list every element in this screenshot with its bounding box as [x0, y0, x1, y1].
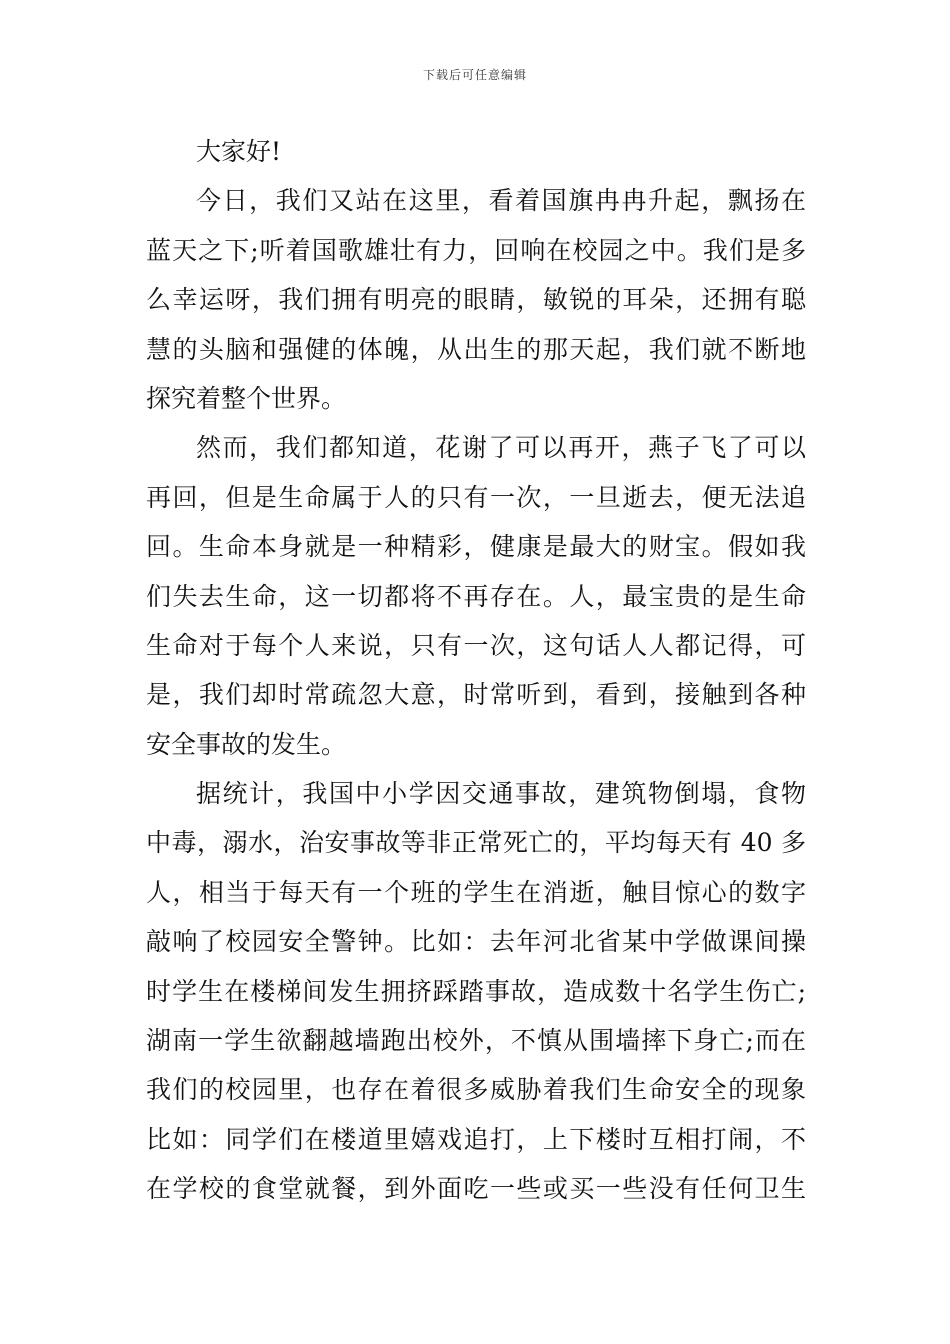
text-line: 敲响了校园安全警钟。比如：去年河北省某中学做课间操 — [146, 927, 806, 957]
text-line: 是，我们却时常疏忽大意，时常听到，看到，接触到各种 — [146, 680, 806, 710]
text-line: 慧的头脑和强健的体魄，从出生的那天起，我们就不断地 — [146, 334, 806, 364]
text-line: 在学校的食堂就餐，到外面吃一些或买一些没有任何卫生 — [146, 1174, 806, 1204]
text-line: 蓝天之下;听着国歌雄壮有力，回响在校园之中。我们是多 — [146, 235, 806, 265]
text-line: 们失去生命，这一切都将不再存在。人，最宝贵的是生命 — [146, 581, 806, 611]
text-line: 大家好! — [196, 137, 282, 166]
text-line: 中毒，溺水，治安事故等非正常死亡的，平均每天有 40 多 — [146, 828, 806, 858]
text-line: 湖南一学生欲翻越墙跑出校外，不慎从围墙摔下身亡;而在 — [146, 1026, 806, 1056]
page-header: 下载后可任意编辑 — [422, 68, 527, 82]
text-line: 然而，我们都知道，花谢了可以再开，燕子飞了可以 — [196, 433, 806, 463]
text-line: 比如：同学们在楼道里嬉戏追打，上下楼时互相打闹，不 — [146, 1124, 806, 1154]
text-line: 探究着整个世界。 — [146, 383, 347, 413]
text-line: 么幸运呀，我们拥有明亮的眼睛，敏锐的耳朵，还拥有聪 — [146, 285, 806, 315]
text-line: 安全事故的发生。 — [146, 729, 347, 759]
text-line: 再回，但是生命属于人的只有一次，一旦逝去，便无法追 — [146, 482, 806, 512]
text-line: 我们的校园里，也存在着很多威胁着我们生命安全的现象 — [146, 1075, 806, 1105]
text-line: 回。生命本身就是一种精彩，健康是最大的财宝。假如我 — [146, 532, 806, 562]
text-line: 时学生在楼梯间发生拥挤踩踏事故，造成数十名学生伤亡; — [146, 976, 806, 1006]
text-line: 人，相当于每天有一个班的学生在消逝，触目惊心的数字 — [146, 877, 806, 907]
text-line: 据统计，我国中小学因交通事故，建筑物倒塌，食物 — [196, 779, 806, 809]
text-line: 生命对于每个人来说，只有一次，这句话人人都记得，可 — [146, 630, 806, 660]
document-body — [146, 127, 806, 1214]
text-line: 今日，我们又站在这里，看着国旗冉冉升起，飘扬在 — [196, 186, 806, 216]
